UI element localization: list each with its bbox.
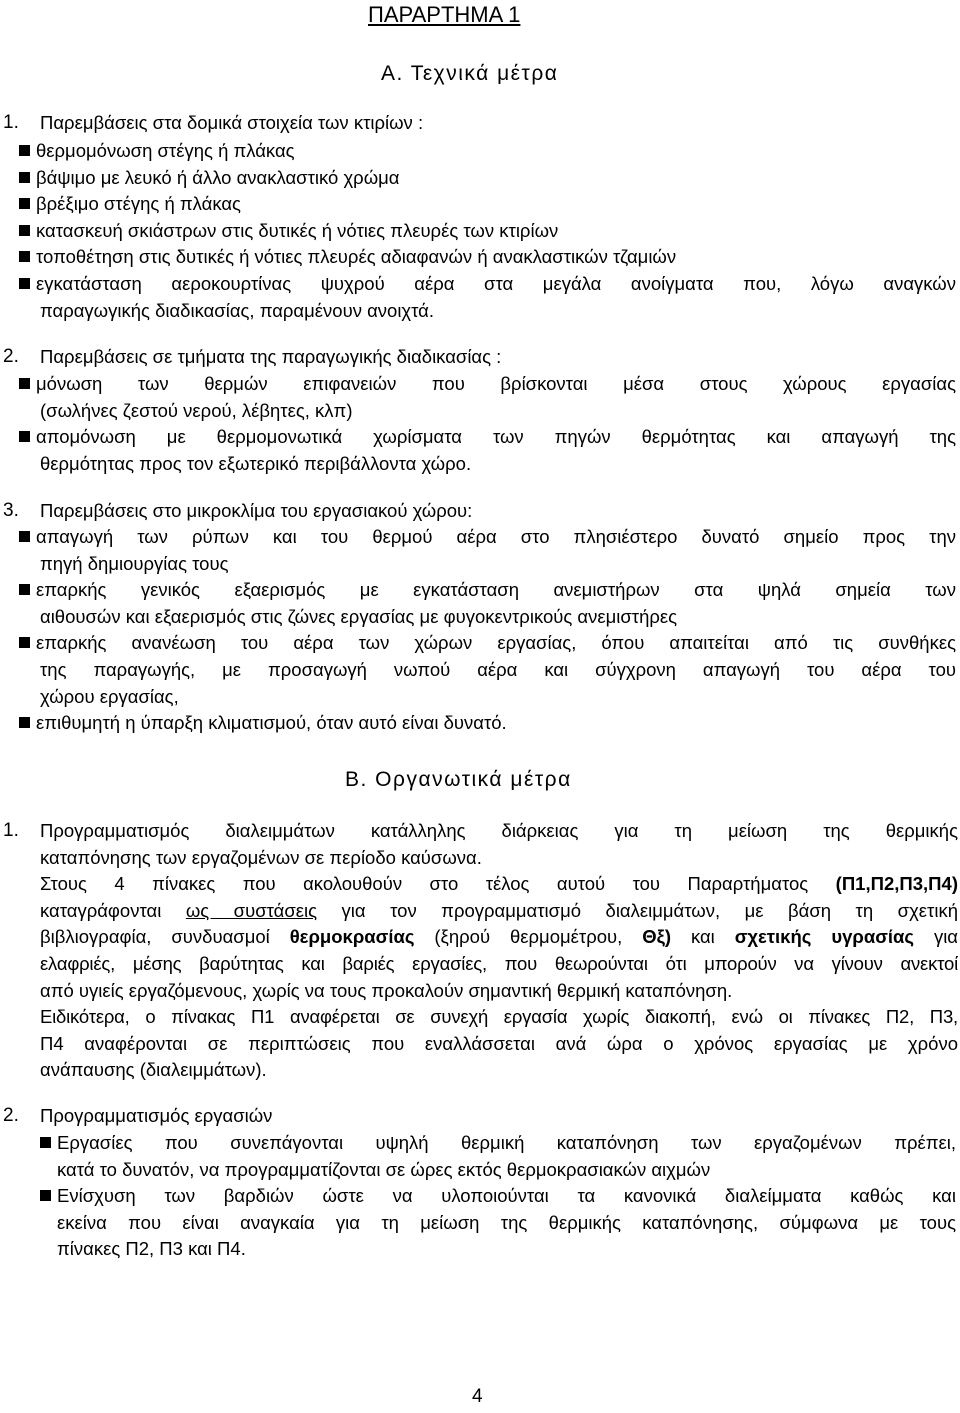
list-item: επαρκής ανανέωση του αέρα των χώρων εργασίας, όπου απαιτείται από τις συνθήκες (19, 630, 956, 657)
section-a-item-3-bullets (19, 524, 956, 737)
bullet-icon (19, 531, 30, 542)
list-item-continuation: πηγή δημιουργίας τους (40, 552, 229, 574)
list-item: Ενίσχυση των βαρδιών ώστε να υλοποιούνται τα κανονικά διαλείμματα καθώς και (40, 1183, 956, 1210)
bullet-icon (19, 251, 30, 262)
list-item: επιθυμητή η ύπαρξη κλιματισμού, όταν αυτό είναι δυνατό. (19, 710, 956, 737)
section-a-item-3 (40, 498, 956, 525)
item-number: 2. (3, 1105, 19, 1126)
item-number: 1. (3, 820, 19, 841)
section-a-item-1 (40, 110, 956, 137)
list-item-continuation: αιθουσών και εξαερισμός στις ζώνες εργασίας με φυγοκεντρικούς ανεμιστήρες (40, 605, 678, 627)
item-number: 1. (3, 112, 19, 133)
list-item: εγκατάσταση αεροκουρτίνας ψυχρού αέρα στα μεγάλα ανοίγματα που, λόγω αναγκών (19, 271, 956, 298)
bullet-icon (19, 584, 30, 595)
list-item: επαρκής γενικός εξαερισμός με εγκατάσταση ανεμιστήρων στα ψηλά σημεία των (19, 577, 956, 604)
bullet-icon (19, 717, 30, 728)
section-a-title: Α. Τεχνικά μέτρα (381, 62, 559, 85)
list-item: απαγωγή των ρύπων και του θερμού αέρα στο πλησιέστερο δυνατό σημείο προς την (19, 524, 956, 551)
bullet-icon (19, 637, 30, 648)
list-item-continuation: εκείνα που είναι αναγκαία για τη μείωση της θερμικής καταπόνησης, σύμφωνα με τους (57, 1211, 956, 1233)
bullet-icon (19, 278, 30, 289)
list-item-continuation: της παραγωγής, με προσαγωγή νωπού αέρα και σύγχρονη απαγωγή του αέρα του (40, 658, 956, 680)
list-item-continuation: παραγωγικής διαδικασίας, παραμένουν ανοιχτά. (40, 299, 435, 321)
section-b-item-2 (40, 1103, 956, 1130)
section-b-title: Β. Οργανωτικά μέτρα (345, 768, 572, 791)
page-title-text: ΠΑΡΑΡΤΗΜΑ 1 (368, 2, 521, 27)
item-number: 3. (3, 500, 19, 521)
list-item: τοποθέτηση στις δυτικές ή νότιες πλευρές αδιαφανών ή ανακλαστικών τζαμιών (19, 244, 956, 271)
section-b-item-1: Προγραμματισμός διαλειμμάτων κατάλληλης διάρκειας για τη μείωση της θερμικής καταπόνησης των εργαζομένων σε περίοδο καύσωνα. Στους 4 πίνακες που ακολουθούν στο τέλος αυτού του Παραρτήματος (Π1,Π2,Π3,Π4) καταγράφονται ως συστάσεις για τον προγραμματισμό διαλειμμάτων, με βάση τη σχετική βιβλιογραφία, συνδυασμοί θερμοκρασίας (ξηρού θερμομέτρου, Θξ) και σχετικής υγρασίας για ελαφριές, μέσης βαρύτητας και βαριές εργασίες, που θεωρούνται ότι μπορούν να γίνουν ανεκτοί από υγιείς εργαζόμενους, χωρίς να τους προκαλούν σημαντική θερμική καταπόνηση. Ειδικότερα, ο πίνακας Π1 αναφέρεται σε συνεχή εργασία χωρίς διακοπή, ενώ οι πίνακες Π2, Π3, Π4 αναφέρονται σε περιπτώσεις που εναλλάσσεται ανά ώρα ο χρόνος εργασίας με χρόνο ανάπαυσης (διαλειμμάτων). (40, 820, 958, 1081)
bullet-icon (40, 1190, 51, 1201)
bullet-icon (19, 431, 30, 442)
bullet-icon (19, 198, 30, 209)
list-item: απομόνωση με θερμομονωτικά χωρίσματα των πηγών θερμότητας και απαγωγή της (19, 424, 956, 451)
list-item-continuation: πίνακες Π2, Π3 και Π4. (57, 1238, 246, 1260)
item-heading: Παρεμβάσεις στο μικροκλίμα του εργασιακού χώρου: (40, 500, 473, 521)
list-item: βρέξιμο στέγης ή πλάκας (19, 191, 956, 218)
item-heading: Προγραμματισμός εργασιών (40, 1105, 273, 1126)
bullet-icon (19, 145, 30, 156)
section-a-item-1-bullets (19, 138, 956, 324)
list-item: βάψιμο με λευκό ή άλλο ανακλαστικό χρώμα (19, 165, 956, 192)
section-a-item-2 (40, 344, 956, 371)
list-item: κατασκευή σκιάστρων στις δυτικές ή νότιες πλευρές των κτιρίων (19, 218, 956, 245)
item-heading: Παρεμβάσεις στα δομικά στοιχεία των κτιρίων : (40, 112, 424, 133)
item-number: 2. (3, 346, 19, 367)
item-heading: Παρεμβάσεις σε τμήματα της παραγωγικής διαδικασίας : (40, 346, 502, 367)
bullet-icon (19, 378, 30, 389)
section-a-item-2-bullets (19, 371, 956, 477)
list-item-continuation: κατά το δυνατόν, να προγραμματίζονται σε ώρες εκτός θερμοκρασιακών αιχμών (57, 1158, 711, 1180)
list-item-continuation: χώρου εργασίας, (40, 685, 179, 707)
section-b-item-2-bullets (40, 1130, 956, 1263)
list-item-continuation: (σωλήνες ζεστού νερού, λέβητες, κλπ) (40, 399, 353, 421)
bullet-icon (40, 1137, 51, 1148)
bullet-icon (19, 172, 30, 183)
list-item-continuation: θερμότητας προς τον εξωτερικό περιβάλλοντα χώρο. (40, 452, 472, 474)
list-item: θερμομόνωση στέγης ή πλάκας (19, 138, 956, 165)
list-item: μόνωση των θερμών επιφανειών που βρίσκονται μέσα στους χώρους εργασίας (19, 371, 956, 398)
bullet-icon (19, 225, 30, 236)
list-item: Εργασίες που συνεπάγονται υψηλή θερμική καταπόνηση των εργαζομένων πρέπει, (40, 1130, 956, 1157)
